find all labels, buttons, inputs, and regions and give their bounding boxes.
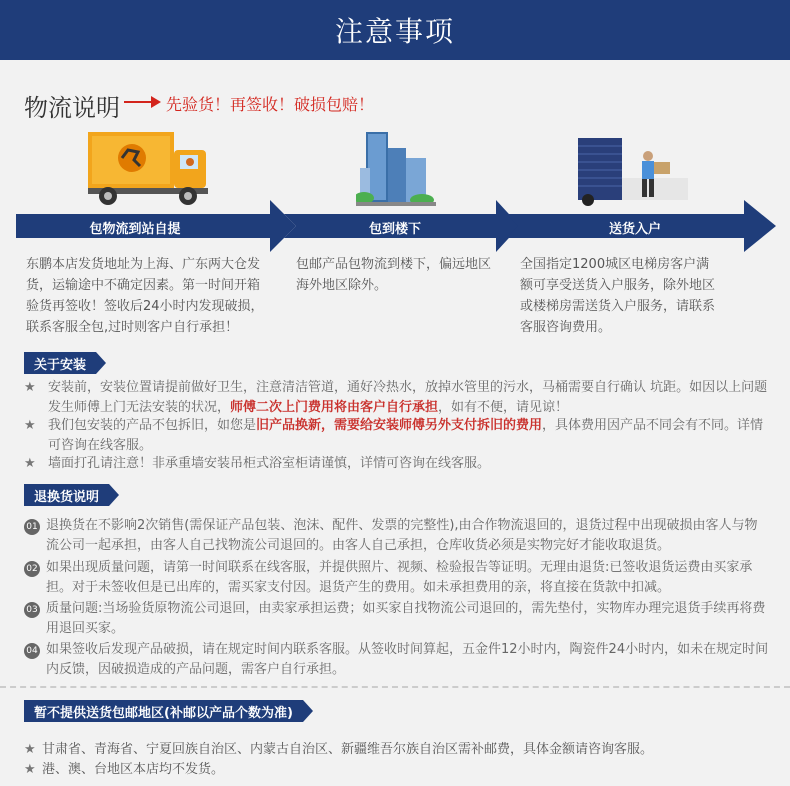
number-badge-01: 01 [24,519,40,535]
delivery-truck-icon [88,128,216,208]
returns-tag-label: 退换货说明 [34,489,100,505]
arrow-icon [124,101,154,103]
returns-item-1: 退换货在不影响2次销售(需保证产品包装、泡沫、配件、发票的完整性),由合作物流退回的，退货过程中出现破损由客人与物流公司一起承担，由客人自己找物流公司退回的。由客人自己承担，仓库收货必须是实物完好才能收取退货。 [46,518,758,553]
remote-item-2-text: 港、澳、台地区本店均不发货。 [42,762,225,777]
number-badge-04: 04 [24,643,40,659]
step-text-1: 东鹏本店发货地址为上海、广东两大仓发货，运输途中不确定因素。第一时间开箱验货再签收！签收后24小时内发现破损，联系客服全包,过时则客户自行承担！ [26,257,264,335]
arrow-head-icon [151,96,161,108]
star-icon: ★ [24,762,36,777]
install-item-1 [24,378,770,418]
step-text-2: 包邮产品包物流到楼下，偏远地区海外地区除外。 [296,257,492,293]
step-label-1: 包物流到站自提 [89,222,181,237]
returns-item-2: 如果出现质量问题，请第一时间联系在线客服，并提供照片、视频、检验报告等证明。无理由退货:已签收退货运费由买家承担。对于未签收但是已出库的，需买家支付因。退货产生的费用。如未承担费用的亲，将直接在货款中扣减。 [46,560,753,595]
star-icon: ★ [24,418,36,433]
install-tag [24,352,96,374]
install-item-1-pre: 安装前，安装位置请提前做好卫生，注意清洁管道，通好冷热水，放掉水管里的污水，马桶需要自行确认 坑距。如因以上问题发生师傅上门无法安装的状况， [48,380,768,415]
star-icon: ★ [24,742,36,757]
install-item-2-pre: 我们包安装的产品不包拆旧，如您是 [48,418,257,433]
page-title: 注意事项 [334,15,455,48]
remote-item-1-text: 甘肃省、青海省、宁夏回族自治区、内蒙古自治区、新疆维吾尔族自治区需补邮费，具体金额请咨询客服。 [42,742,654,757]
star-icon: ★ [24,456,36,471]
remote-tag-label: 暂不提供送货包邮地区(补邮以产品个数为准) [34,705,293,721]
returns-tag [24,484,109,506]
install-item-2-post: ，具体费用因产品不同会有不同。详情可咨询在线客服。 [48,418,764,453]
returns-item-4: 如果签收后发现产品破损，请在规定时间内联系客服。从签收时间算起，五金件12小时内，陶瓷件24小时内，如未在规定时间内反馈，因破损造成的产品问题，需客户自行承担。 [46,642,769,677]
install-item-3-pre: 墙面打孔请注意！非承重墙安装吊柜式浴室柜请谨慎，详情可咨询在线客服。 [48,456,491,471]
install-item-2-red: 旧产品换新，需要给安装师傅另外支付拆旧的费用 [256,418,543,433]
logistics-slogan: 先验货！再签收！破损包赔！ [166,95,375,114]
city-buildings-icon [356,128,436,208]
install-item-3 [24,454,770,474]
remote-item-2 [24,760,770,780]
page-header [0,0,790,60]
step-label-2: 包到楼下 [368,222,421,237]
step-text-3: 全国指定1200城区电梯房客户满额可享受送货入户服务，除外地区或楼梯房需送货入户服务，请联系客服咨询费用。 [520,257,716,335]
home-delivery-icon [578,128,688,208]
number-badge-02: 02 [24,561,40,577]
install-tag-label: 关于安装 [34,357,87,373]
step-label-3: 送货入户 [608,222,661,237]
number-badge-03: 03 [24,602,40,618]
returns-item-3: 质量问题:当场验货原物流公司退回，由卖家承担运费；如买家自找物流公司退回的，需先垫付，实物库办理完退货手续再将费用退回买家。 [46,601,766,636]
install-item-2 [24,416,770,456]
logistics-title: 物流说明 [24,94,120,122]
remote-tag [24,700,303,722]
install-item-1-post: ，如有不便，请见谅！ [438,400,569,415]
remote-item-1 [24,740,770,760]
star-icon: ★ [24,380,36,395]
install-item-1-red: 师傅二次上门费用将由客户自行承担 [230,400,439,415]
